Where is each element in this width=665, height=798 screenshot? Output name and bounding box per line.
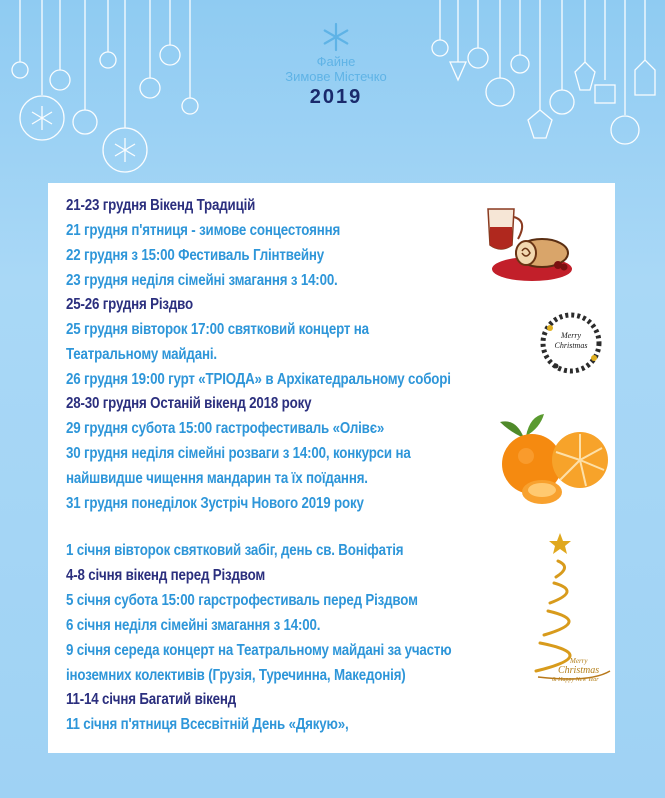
tree-text-line1: Merry [570, 657, 588, 665]
schedule-line: 1 січня вівторок святковий забіг, день св. Воніфатія [66, 542, 404, 559]
schedule-line: 4-8 січня вікенд перед Різдвом [66, 567, 266, 584]
wreath-text-line2: Christmas [554, 341, 588, 350]
logo [276, 22, 396, 112]
schedule-card [48, 183, 615, 753]
schedule-line: 28-30 грудня Останій вікенд 2018 року [66, 395, 312, 412]
schedule-line: Театральному майдані. [66, 346, 217, 363]
tangerines-illustration [496, 408, 614, 508]
logo-year: 2019 [309, 86, 363, 108]
schedule-line: 9 січня середа концерт на Театральному майдані за участю [66, 642, 452, 659]
schedule-line: 21-23 грудня Вікенд Традицій [66, 197, 256, 214]
tree-text-line3: & Happy New Year [552, 677, 599, 683]
schedule-line: 30 грудня неділя сімейні розваги з 14:00, конкурси на [66, 445, 411, 462]
schedule-line: найшвидше чищення мандарин та їх поїдання. [66, 470, 368, 487]
schedule-line: 25-26 грудня Різдво [66, 296, 193, 313]
mulled-wine-illustration [470, 191, 580, 286]
schedule-line: іноземних колективів (Грузія, Туречинна, Македонія) [66, 667, 406, 684]
schedule-line: 25 грудня вівторок 17:00 святковий концерт на [66, 321, 369, 338]
schedule-line: 31 грудня понеділок Зустріч Нового 2019 року [66, 495, 364, 512]
schedule-line: 22 грудня з 15:00 Фестиваль Глінтвейну [66, 247, 325, 264]
schedule-line: 23 грудня неділя сімейні змагання з 14:00. [66, 272, 338, 289]
schedule-line: 21 грудня п'ятниця - зимове сонцестояння [66, 222, 341, 239]
logo-line1: Файне [316, 54, 356, 69]
logo-line2: Зимове Містечко [285, 69, 387, 84]
christmas-tree-illustration [510, 531, 615, 701]
snowflake-icon [321, 22, 351, 52]
schedule-line: 11 січня п'ятниця Всесвітній День «Дякую», [66, 716, 349, 733]
schedule-line: 5 січня субота 15:00 гарстрофестиваль перед Різдвом [66, 592, 418, 609]
schedule-line: 29 грудня субота 15:00 гастрофестиваль «Олівє» [66, 420, 385, 437]
christmas-wreath-illustration [536, 308, 606, 378]
tree-text-line2: Christmas [558, 665, 600, 676]
schedule-line: 6 січня неділя сімейні змагання з 14:00. [66, 617, 321, 634]
schedule-line: 26 грудня 19:00 гурт «ТРІОДА» в Архікатедральному соборі [66, 371, 451, 388]
schedule-line: 11-14 січня Багатий вікенд [66, 691, 237, 708]
wreath-text-line1: Merry [561, 331, 581, 340]
